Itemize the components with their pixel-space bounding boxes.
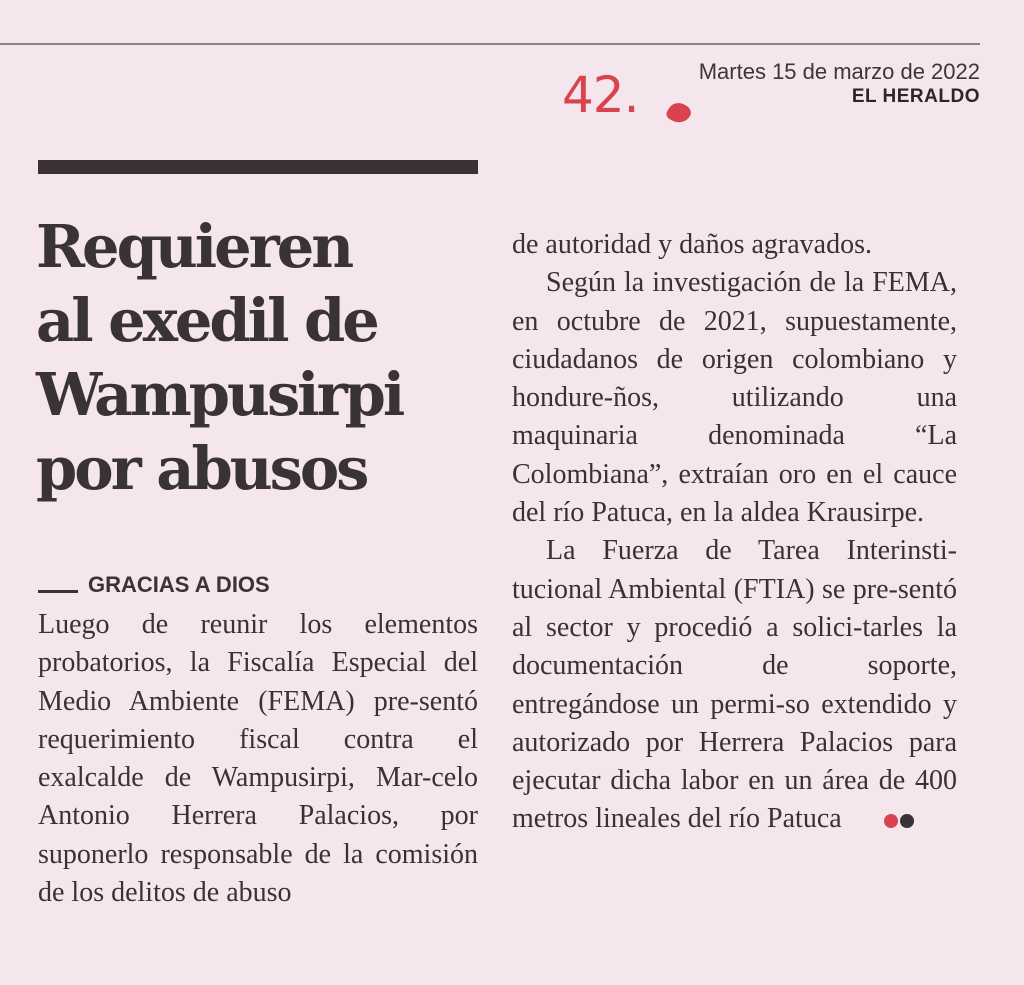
text-line: La Fuerza de Tarea Interinsti-	[546, 535, 957, 567]
headline-bar	[38, 160, 478, 174]
article-column-1	[38, 606, 478, 912]
headline	[36, 210, 486, 506]
publication-name: EL HERALDO	[851, 86, 980, 107]
paragraph	[512, 226, 957, 264]
issue-date: Martes 15 de marzo de 2022	[698, 59, 980, 84]
leaf-icon	[664, 99, 693, 127]
section-name: GRACIAS A DIOS	[88, 572, 270, 597]
text-line: soporte, entregándose un permi-	[512, 650, 957, 720]
text-line: so extendido y autorizado por	[512, 688, 957, 758]
text-line: FEMA, en octubre de 2021,	[512, 267, 958, 337]
text-line: sentó requerimiento fiscal contra	[38, 685, 478, 755]
end-of-article-icon	[848, 800, 914, 838]
headline-line: Wampusirpi	[36, 360, 403, 429]
paragraph	[512, 264, 957, 532]
headline-line: Requieren	[36, 212, 352, 281]
text-line: probatorios, la Fiscalía Especial	[38, 647, 427, 679]
text-line: denominada “La Colombiana”,	[512, 420, 957, 490]
section-dash	[38, 590, 78, 593]
section-label	[38, 572, 270, 598]
text-line: origen colombiano y hondure-	[512, 343, 957, 414]
page-number: 42.	[562, 66, 639, 124]
text-line: Patuca, en la aldea Krausirpe.	[591, 497, 925, 529]
paragraph	[38, 606, 478, 912]
text-line: ños, utilizando una maquinaria	[512, 382, 957, 452]
text-line: el exalcalde de Wampusirpi, Mar-	[38, 723, 478, 794]
article-column-2	[512, 226, 957, 839]
text-line: dicha labor en un área de 400	[610, 765, 957, 797]
text-line: metros lineales del río Patuca	[512, 803, 842, 835]
text-line: Luego de reunir los elementos	[38, 609, 478, 640]
text-line: celo Antonio Herrera Palacios,	[38, 762, 478, 832]
text-line: supuestamente, ciudadanos de	[512, 305, 957, 375]
text-line: tarles la documentación de	[512, 611, 958, 682]
headline-line: por abusos	[36, 434, 367, 503]
text-line: sentó al sector y procedió a solici-	[512, 573, 957, 643]
text-line: de autoridad y daños agravados.	[512, 229, 872, 260]
text-line: por suponerlo responsable de la	[38, 800, 478, 870]
text-line: tucional Ambiental (FTIA) se pre-	[512, 573, 898, 605]
top-rule	[0, 43, 980, 45]
headline-line: al exedil de	[36, 286, 377, 355]
text-line: del Medio Ambiente (FEMA) pre-	[38, 647, 479, 717]
text-line: Herrera Palacios para ejecutar	[512, 726, 957, 797]
text-line: extraían oro en el cauce del río	[512, 458, 957, 529]
text-line: Según la investigación de la	[546, 267, 865, 299]
text-line: comisión de los delitos de abuso	[38, 838, 479, 909]
paragraph	[512, 532, 957, 838]
